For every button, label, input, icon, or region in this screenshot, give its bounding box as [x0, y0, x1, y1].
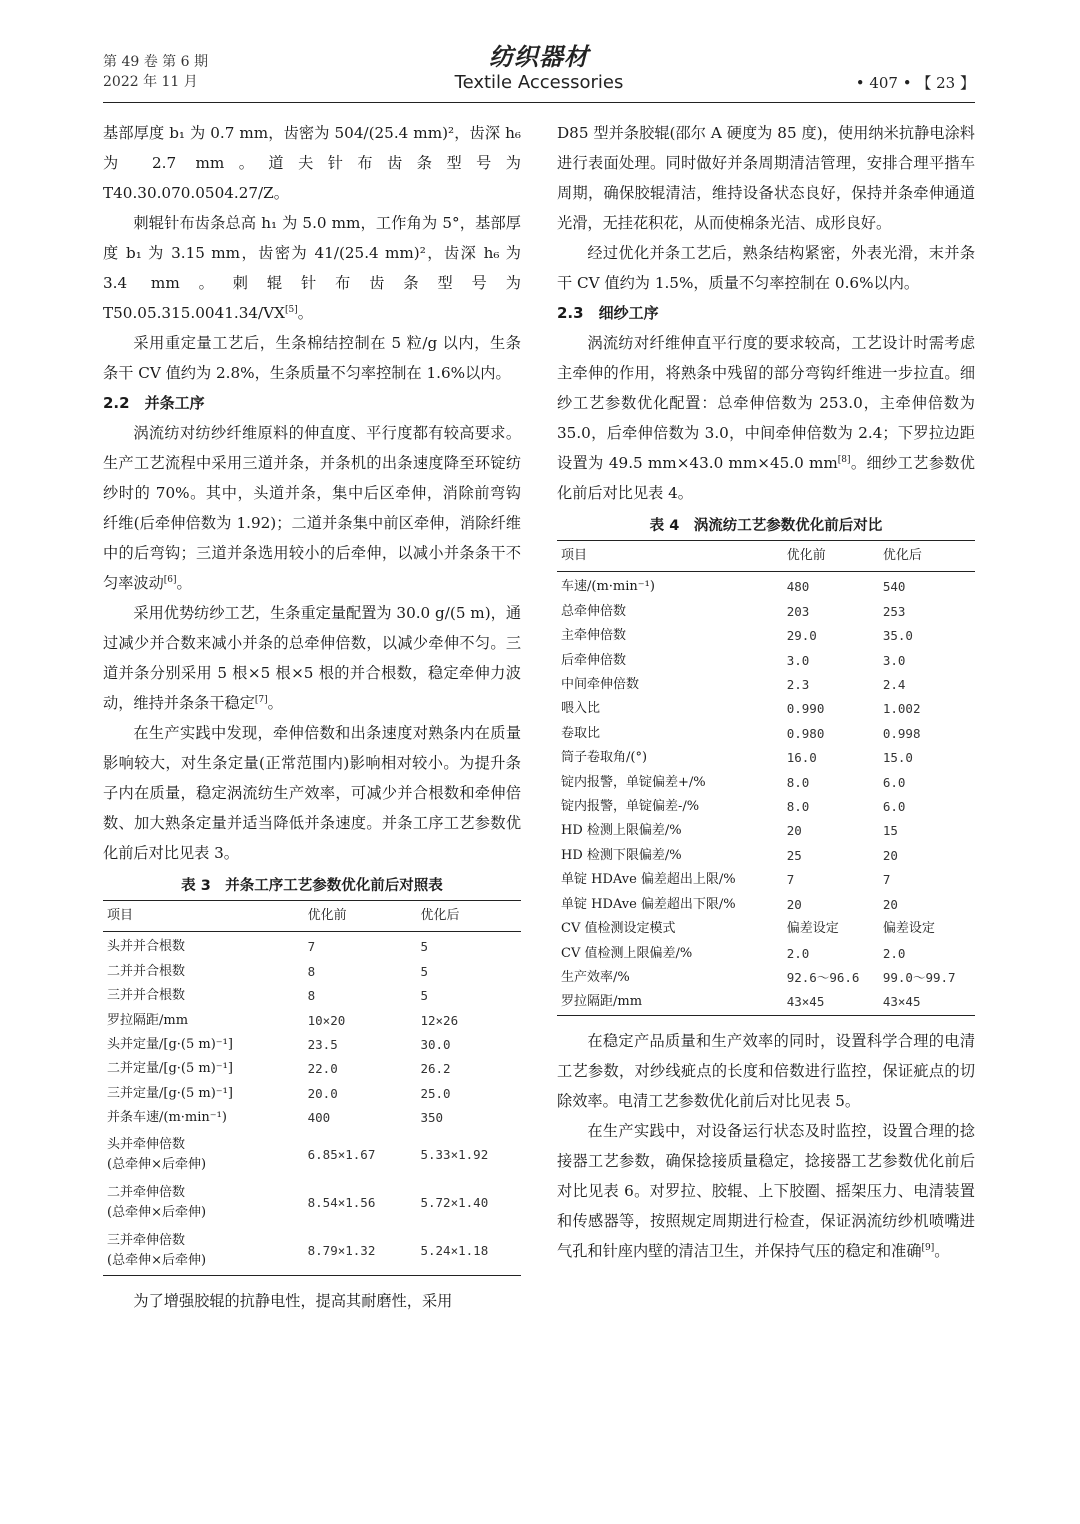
table-row: 喂入比 0.990 1.002 — [561, 701, 921, 717]
table-row: 三并定量/[g·(5 m)⁻¹] 20.0 25.0 — [107, 1085, 451, 1101]
table-row: 头并并合根数 7 5 — [107, 939, 429, 955]
section-heading: 2.3 细纱工序 — [557, 304, 659, 322]
table-row: 总牵伸倍数 203 253 — [561, 603, 906, 619]
paragraph: 基部厚度 b₁ 为 0.7 mm，齿密为 504/(25.4 mm)²，齿深 h₆ 为 2.7 mm。道夫针布齿条型号为 T40.30.070.0504.27/Z。 — [103, 124, 521, 202]
paragraph: 采用重定量工艺后，生条棉结控制在 5 粒/g 以内，生条条干 CV 值约为 2.8%，生条质量不匀率控制在 1.6%以内。 — [103, 334, 521, 382]
table-row: 卷取比 0.980 0.998 — [561, 725, 921, 741]
paragraph: 在生产实践中，对设备运行状态及时监控，设置合理的捻接器工艺参数，确保捻接质量稳定，捻接器工艺参数优化前后对比见表 6。对罗拉、胶辊、上下胶圈、摇架压力、电清装置和传感器等，按照规定周期进行检查，保证涡流纺纱机喷嘴进气孔和针座内壁的清洁卫生，并保持气压的稳定和准确[9]。 — [557, 1121, 975, 1260]
table-row: HD 检测上限偏差/% 20 15 — [561, 823, 898, 839]
paragraph: D85 型并条胶辊(邵尔 A 硬度为 85 度)，使用纳米抗静电涂料进行表面处理。同时做好并条周期清洁管理，安排合理平揩车周期，确保胶辊清洁，维持设备状态良好，保持并条牵伸通道光滑，无挂花积花，从而使棉条光洁、成形良好。 — [557, 124, 975, 232]
table-row: 后牵伸倍数 3.0 3.0 — [561, 652, 906, 668]
table-row: 罗拉隔距/mm 43×45 43×45 — [561, 994, 921, 1010]
table-row: HD 检测下限偏差/% 25 20 — [561, 847, 898, 863]
citation: [5] — [284, 304, 298, 315]
paragraph: 为了增强胶辊的抗静电性，提高其耐磨性，采用 — [133, 1291, 453, 1310]
page-number: • 407 • 【 23 】 — [855, 74, 975, 92]
left-column — [103, 118, 521, 1316]
paragraph: 采用优势纺纱工艺，生条重定量配置为 30.0 g/(5 m)，通过减少并合数来减小并条的总牵伸倍数，以减少牵伸不匀。三道并条分别采用 5 根×5 根×5 根的并合根数，稳定牵伸力波动，维持并条条干稳定[7]。 — [103, 604, 522, 712]
table-row: 筒子卷取角/(°) 16.0 15.0 — [561, 750, 913, 766]
table-row: 车速/(m·min⁻¹) 480 540 — [561, 579, 906, 595]
table-row: CV 值检测设定模式 偏差设定 偏差设定 — [561, 921, 935, 937]
citation: [6] — [163, 574, 177, 585]
header-rule — [103, 102, 975, 103]
table-row: 三并并合根数 8 5 — [107, 988, 429, 1004]
table-row: 中间牵伸倍数 2.3 2.4 — [561, 677, 906, 693]
paragraph: 刺辊针布齿条总高 h₁ 为 5.0 mm，工作角为 5°，基部厚度 b₁ 为 3.15 mm，齿密为 41/(25.4 mm)²，齿深 h₆ 为 3.4 mm。刺辊针布齿条型号为 T50.05.315.0041.34/VX[5]。 — [103, 214, 521, 322]
column-header: 优化后 — [416, 901, 521, 932]
column-header: 项目 — [557, 541, 783, 572]
table-header-row — [103, 901, 521, 932]
table-row: 二并定量/[g·(5 m)⁻¹] 22.0 26.2 — [107, 1061, 451, 1077]
table-caption: 表 4 涡流纺工艺参数优化前后对比 — [649, 518, 883, 534]
table-row: 单锭 HDAve 偏差超出上限/% 7 7 — [561, 872, 891, 888]
citation: [8] — [837, 454, 851, 465]
column-header: 优化前 — [783, 541, 879, 572]
table-row: 罗拉隔距/mm 10×20 12×26 — [107, 1012, 459, 1028]
table-row: 头并定量/[g·(5 m)⁻¹] 23.5 30.0 — [107, 1037, 451, 1053]
table-row: 锭内报警，单锭偏差-/% 8.0 6.0 — [561, 799, 906, 815]
journal-logo-cn: 纺织器材 — [489, 42, 589, 71]
citation: [7] — [254, 694, 268, 705]
table-row: 生产效率/% 92.6～96.6 99.0～99.7 — [561, 969, 956, 985]
journal-name-en: Textile Accessories — [454, 72, 624, 93]
table-row: 并条车速/(m·min⁻¹) 400 350 — [107, 1110, 444, 1126]
paragraph: 涡流纺对纤维伸直平行度的要求较高，工艺设计时需考虑主牵伸的作用，将熟条中残留的部分弯钩纤维进一步拉直。细纱工艺参数优化配置：总牵伸倍数为 253.0，主牵伸倍数为 35.0，后牵伸倍数为 3.0，中间牵伸倍数为 2.4；下罗拉边距设置为 49.5 mm×43.0 mm×45.0 mm[8]。细纱工艺参数优化前后对比见表 4。 — [557, 334, 975, 502]
table-row: 三并牵伸倍数 (总牵伸×后牵伸) 8.79×1.32 5.24×1.18 — [107, 1232, 489, 1268]
table-row: 二并牵伸倍数 (总牵伸×后牵伸) 8.54×1.56 5.72×1.40 — [107, 1184, 489, 1220]
table-header-row — [557, 541, 975, 572]
page-header — [103, 42, 975, 104]
paragraph: 在生产实践中发现，牵伸倍数和出条速度对熟条内在质量影响较大，对生条定量(正常范围内)影响相对较小。为提升条子内在质量，稳定涡流纺生产效率，可减少并合根数和牵伸倍数、加大熟条定量并适当降低并条速度。并条工序工艺参数优化前后对比见表 3。 — [103, 724, 521, 862]
citation: [9] — [921, 1242, 935, 1253]
paragraph: 经过优化并条工艺后，熟条结构紧密，外表光滑，末并条干 CV 值约为 1.5%，质量不匀率控制在 0.6%以内。 — [557, 244, 975, 292]
table-row: 单锭 HDAve 偏差超出下限/% 20 20 — [561, 896, 898, 912]
section-heading: 2.2 并条工序 — [103, 394, 205, 412]
table-row: 头并牵伸倍数 (总牵伸×后牵伸) 6.85×1.67 5.33×1.92 — [107, 1136, 489, 1172]
paragraph: 在稳定产品质量和生产效率的同时，设置科学合理的电清工艺参数，对纱线疵点的长度和倍数进行监控，保证疵点的切除效率。电清工艺参数优化前后对比见表 5。 — [557, 1031, 975, 1110]
table-row: 主牵伸倍数 29.0 35.0 — [561, 628, 913, 644]
paragraph: 涡流纺对纺纱纤维原料的伸直度、平行度都有较高要求。生产工艺流程中采用三道并条，并条机的出条速度降至环锭纺纱时的 70%。其中，头道并条，集中后区牵伸，消除前弯钩纤维(后牵伸倍数为 1.92)；二道并条集中前区牵伸，消除纤维中的后弯钩；三道并条选用较小的后牵伸，以减小并条条干不匀率波动[6]。 — [103, 424, 521, 592]
column-header: 优化后 — [879, 541, 975, 572]
table-row: CV 值检测上限偏差/% 2.0 2.0 — [561, 945, 906, 961]
table-4 — [557, 540, 975, 1016]
right-column — [557, 118, 975, 1266]
table-row: 锭内报警，单锭偏差+/% 8.0 6.0 — [561, 774, 906, 790]
volume-issue: 第 49 卷 第 6 期 — [103, 54, 208, 70]
journal-title — [103, 42, 975, 94]
table-row: 二并并合根数 8 5 — [107, 963, 429, 979]
issue-date: 2022 年 11 月 — [103, 74, 198, 90]
table-3 — [103, 900, 521, 1276]
column-header: 优化前 — [304, 901, 417, 932]
table-caption: 表 3 并条工序工艺参数优化前后对照表 — [181, 878, 443, 894]
column-header: 项目 — [103, 901, 304, 932]
